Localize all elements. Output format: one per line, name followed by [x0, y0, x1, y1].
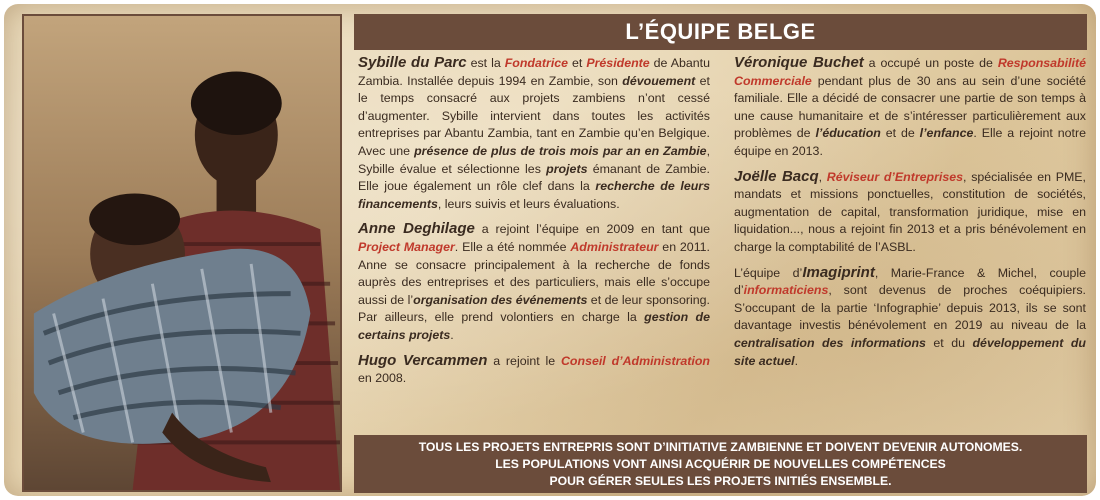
- bio-text: en 2011. Anne se consacre principalement à la recherche de fonds auprès des entreprises et des particuliers, mais elle s’occupe aussi de l’: [358, 239, 710, 307]
- footer-line: TOUS LES PROJETS ENTREPRIS SONT D’INITIATIVE ZAMBIENNE ET DOIVENT DEVENIR AUTONOMES.: [418, 439, 1023, 454]
- photo-illustration: [24, 16, 340, 490]
- member-name: Hugo Vercammen: [358, 351, 488, 369]
- footer-line: LES POPULATIONS VONT AINSI ACQUÉRIR DE NOUVELLES COMPÉTENCES: [495, 456, 946, 471]
- footer-banner: [354, 435, 1087, 493]
- content-columns: [358, 54, 1086, 432]
- emphasis: développement du site actuel: [734, 335, 1086, 368]
- bio-text: et: [568, 56, 587, 70]
- emphasis: dévouement: [622, 73, 696, 88]
- emphasis: centralisation des informations: [734, 335, 926, 350]
- right-column: [734, 54, 1086, 432]
- member-role: Présidente: [586, 56, 650, 70]
- bio-text: , Marie-France & Michel, couple d’: [734, 265, 1086, 298]
- bio-text: et le temps consacré aux projets zambiens n’ont cessé d’augmenter. Sybille intervient dans toutes les activités entreprises par Abantu Zambia, tant en Zambie qu’en Belgique. Avec une: [358, 73, 710, 158]
- bio-text: a rejoint le: [487, 353, 561, 368]
- member-role: informaticiens: [743, 283, 829, 298]
- member-role: Project Manager: [358, 239, 455, 254]
- member-name: Joëlle Bacq: [734, 167, 819, 185]
- emphasis: présence de plus de trois mois par an en Zambie: [414, 143, 707, 158]
- page-title: L’ÉQUIPE BELGE: [354, 14, 1087, 50]
- bio-hugo: [358, 352, 710, 388]
- team-card: [4, 4, 1096, 496]
- member-role: Fondatrice: [504, 56, 569, 70]
- bio-text: a rejoint l’équipe en 2009 en tant que: [474, 222, 710, 237]
- member-role: Administrateur: [570, 239, 659, 254]
- member-role: Réviseur d’Entreprises: [826, 169, 964, 184]
- member-name: Véronique Buchet: [734, 54, 864, 71]
- bio-joelle: [734, 168, 1086, 257]
- footer-line: POUR GÉRER SEULES LES PROJETS INITIÉS ENSEMBLE.: [549, 473, 892, 488]
- emphasis: l’enfance: [919, 126, 974, 141]
- left-column: [358, 54, 710, 432]
- emphasis: organisation des événements: [413, 292, 588, 307]
- emphasis: l’éducation: [815, 126, 881, 141]
- bio-text: . Elle a été nommée: [454, 239, 571, 254]
- bio-text: pendant plus de 30 ans au sein d’une société familiale. Elle a décidé de consacrer une partie de son temps à une cause humanitaire et de s’intéresser particulièrement aux problèmes de: [734, 73, 1086, 141]
- bio-anne: [358, 220, 710, 344]
- member-role: Responsabilité Commerciale: [734, 56, 1086, 88]
- bio-text: émanant de Zambie. Elle joue également un rôle clef dans la: [358, 161, 710, 194]
- member-name: Sybille du Parc: [358, 54, 467, 71]
- emphasis: recherche de leurs financements: [358, 179, 711, 211]
- bio-text: .: [450, 327, 454, 342]
- emphasis: gestion de certains projets: [358, 310, 710, 342]
- bio-text: , leurs suivis et leurs évaluations.: [437, 196, 620, 211]
- bio-text: en 2008.: [358, 371, 407, 386]
- member-role: Conseil d’Administration: [560, 353, 711, 368]
- bio-text: est la: [466, 56, 505, 70]
- bio-sybille: [358, 54, 710, 213]
- bio-text: ,: [818, 169, 827, 184]
- bio-text: , spécialisée en PME, mandats et missions ponctuelles, constitution de sociétés, augmentation de capital, transformation juridique, mise en liquidation..., nous a rejoint fin 2013 et a pris bénévolement en charge la comptabilité de l’ASBL.: [734, 169, 1086, 254]
- emphasis: projets: [546, 161, 588, 176]
- bio-text: de Abantu Zambia. Installée depuis 1994 en Zambie, son: [358, 56, 710, 88]
- bio-text: .: [794, 353, 799, 368]
- member-name: Anne Deghilage: [358, 220, 475, 238]
- bio-text: , sont devenus de proches coéquipiers. S’occupant de la partie ‘Infographie’ depuis 2013, ils se sont davantage investis bénévolement en 2019 au niveau de la: [734, 283, 1086, 333]
- bio-text: . Elle a rejoint notre équipe en 2013.: [734, 126, 1086, 158]
- bio-text: et de leur sponsoring. Par ailleurs, elle prend volontiers en charge la: [358, 292, 710, 325]
- bio-text: et du: [925, 335, 973, 350]
- bio-text: et de: [880, 126, 920, 141]
- bio-text: L’équipe d’: [734, 265, 803, 280]
- bio-text: a occupé un poste de: [863, 56, 998, 70]
- member-name: Imagiprint: [802, 263, 875, 281]
- bio-veronique: [734, 54, 1086, 161]
- bio-imagiprint: [734, 264, 1086, 371]
- photo-girl-carrying-baby: [22, 14, 342, 492]
- bio-text: , Sybille évalue et sélectionne les: [358, 143, 711, 176]
